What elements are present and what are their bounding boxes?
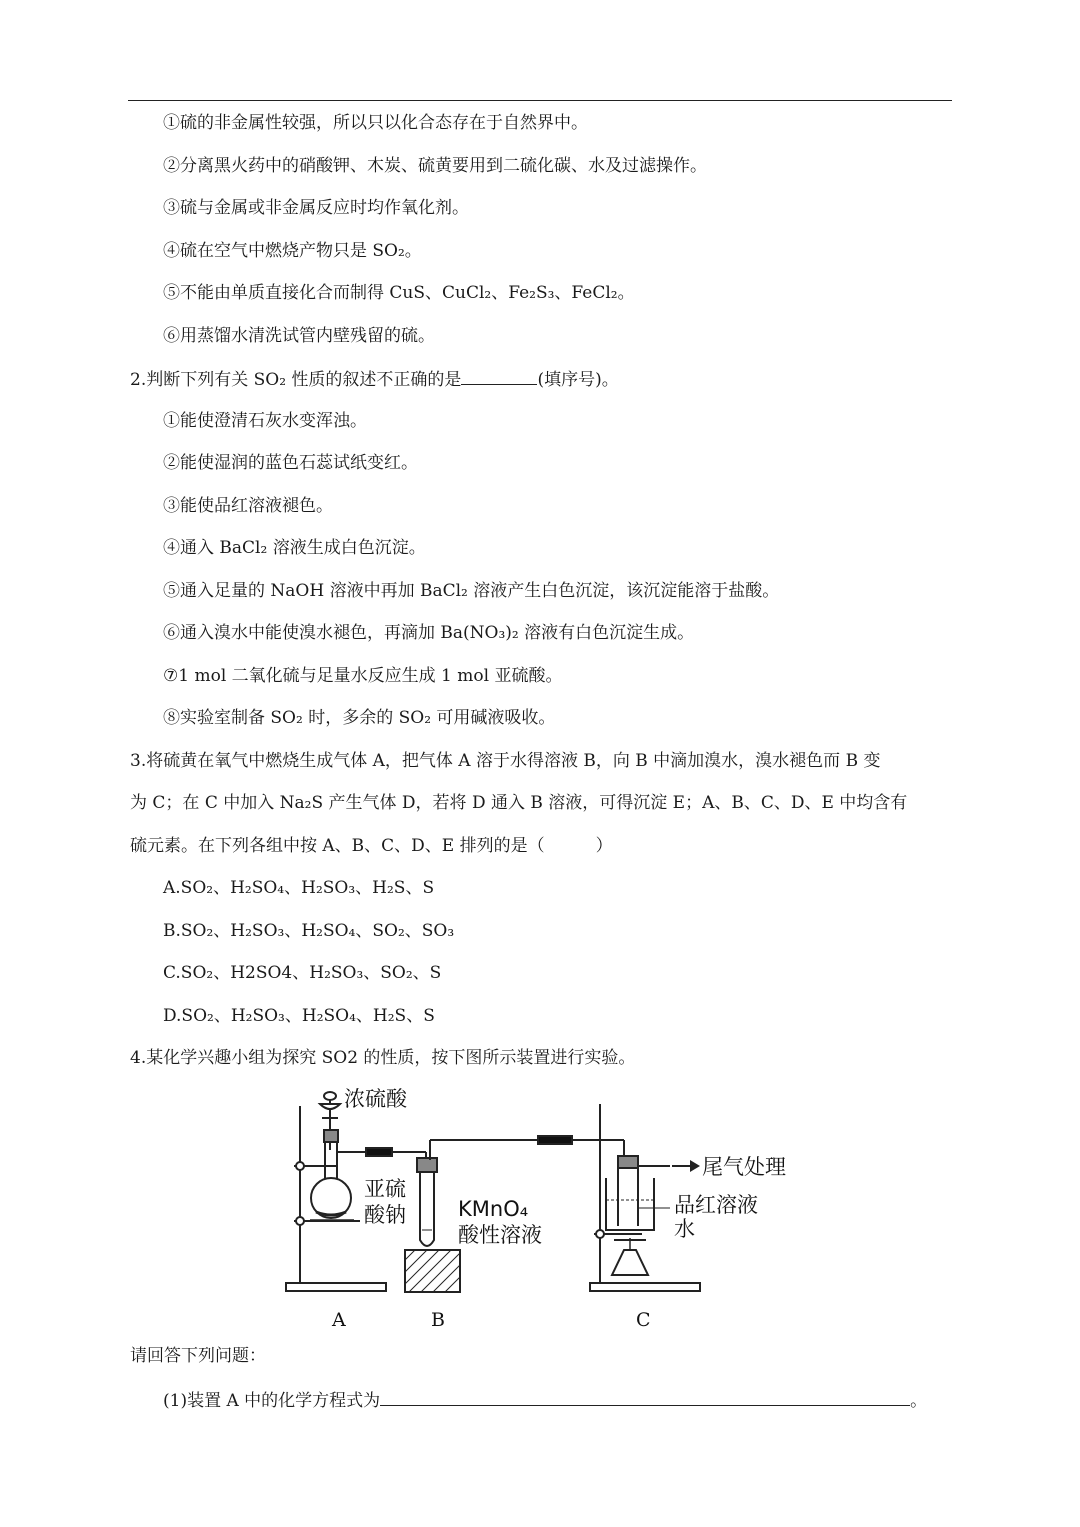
q1-item-4: ④硫在空气中燃烧产物只是 SO₂。 <box>163 241 422 261</box>
apparatus-figure <box>280 1080 800 1330</box>
q3-option-c[interactable]: C.SO₂、H2SO4、H₂SO₃、SO₂、S <box>163 963 442 983</box>
q2-stem-tail: (填序号)。 <box>537 370 619 390</box>
q1-item-1: ①硫的非金属性较强，所以只以化合态存在于自然界中。 <box>163 113 588 133</box>
q2-item-3: ③能使品红溶液褪色。 <box>163 496 333 516</box>
q3-option-b[interactable]: B.SO₂、H₂SO₃、H₂SO₄、SO₂、SO₃ <box>163 921 455 941</box>
q2-item-8: ⑧实验室制备 SO₂ 时，多余的 SO₂ 可用碱液吸收。 <box>163 708 556 728</box>
label-conc-acid: 浓硫酸 <box>344 1087 407 1111</box>
label-sulfite-2: 酸钠 <box>364 1203 406 1227</box>
label-kmno4: KMnO₄ <box>458 1197 529 1221</box>
q2-item-7: ⑦1 mol 二氧化硫与足量水反应生成 1 mol 亚硫酸。 <box>163 666 563 686</box>
q2-answer-blank[interactable] <box>461 366 537 385</box>
q4-sub1-answer-blank[interactable] <box>380 1387 910 1406</box>
q2-item-2: ②能使湿润的蓝色石蕊试纸变红。 <box>163 453 418 473</box>
q1-item-3: ③硫与金属或非金属反应时均作氧化剂。 <box>163 198 469 218</box>
top-rule <box>128 100 952 101</box>
label-tail-gas: 尾气处理 <box>702 1155 786 1179</box>
caption-b: B <box>431 1309 445 1331</box>
q1-item-2: ②分离黑火药中的硝酸钾、木炭、硫黄要用到二硫化碳、水及过滤操作。 <box>163 156 707 176</box>
q3-option-d[interactable]: D.SO₂、H₂SO₃、H₂SO₄、H₂S、S <box>163 1006 435 1026</box>
caption-c: C <box>636 1309 651 1331</box>
stand-a-base <box>286 1283 386 1291</box>
q4-sub1 <box>163 1387 927 1413</box>
q2-item-1: ①能使澄清石灰水变浑浊。 <box>163 411 367 431</box>
q2-stem-text: 2.判断下列有关 SO₂ 性质的叙述不正确的是 <box>130 370 462 390</box>
caption-a: A <box>332 1309 346 1331</box>
q4-stem: 4.某化学兴趣小组为探究 SO2 的性质，按下图所示装置进行实验。 <box>130 1048 636 1068</box>
q4-sub1-tail: 。 <box>910 1391 928 1411</box>
q1-item-5: ⑤不能由单质直接化合而制得 CuS、CuCl₂、Fe₂S₃、FeCl₂。 <box>163 283 635 303</box>
q3-option-a[interactable]: A.SO₂、H₂SO₄、H₂SO₃、H₂S、S <box>163 878 435 898</box>
q2-item-4: ④通入 BaCl₂ 溶液生成白色沉淀。 <box>163 538 426 558</box>
apparatus-diagram <box>280 1080 800 1330</box>
q2-item-6: ⑥通入溴水中能使溴水褪色，再滴加 Ba(NO₃)₂ 溶液有白色沉淀生成。 <box>163 623 695 643</box>
q4-sub1-text: (1)装置 A 中的化学方程式为 <box>163 1391 381 1411</box>
label-sulfite-1: 亚硫 <box>364 1177 406 1201</box>
label-fuchsin: 品红溶液 <box>674 1193 758 1217</box>
label-acidic-solution: 酸性溶液 <box>458 1223 542 1247</box>
q1-item-6: ⑥用蒸馏水清洗试管内壁残留的硫。 <box>163 326 435 346</box>
q3-stem-line-3: 硫元素。在下列各组中按 A、B、C、D、E 排列的是（ ） <box>130 836 613 856</box>
q3-stem-line-1: 3.将硫黄在氧气中燃烧生成气体 A，把气体 A 溶于水得溶液 B，向 B 中滴加溴水，溴水褪色而 B 变 <box>130 751 881 771</box>
q2-stem <box>130 366 619 392</box>
q4-prompt: 请回答下列问题： <box>130 1346 266 1366</box>
q2-item-5: ⑤通入足量的 NaOH 溶液中再加 BaCl₂ 溶液产生白色沉淀，该沉淀能溶于盐酸。 <box>163 581 780 601</box>
q3-stem-line-2: 为 C；在 C 中加入 Na₂S 产生气体 D，若将 D 通入 B 溶液，可得沉淀 E；A、B、C、D、E 中均含有 <box>130 793 908 813</box>
label-water: 水 <box>674 1217 695 1241</box>
